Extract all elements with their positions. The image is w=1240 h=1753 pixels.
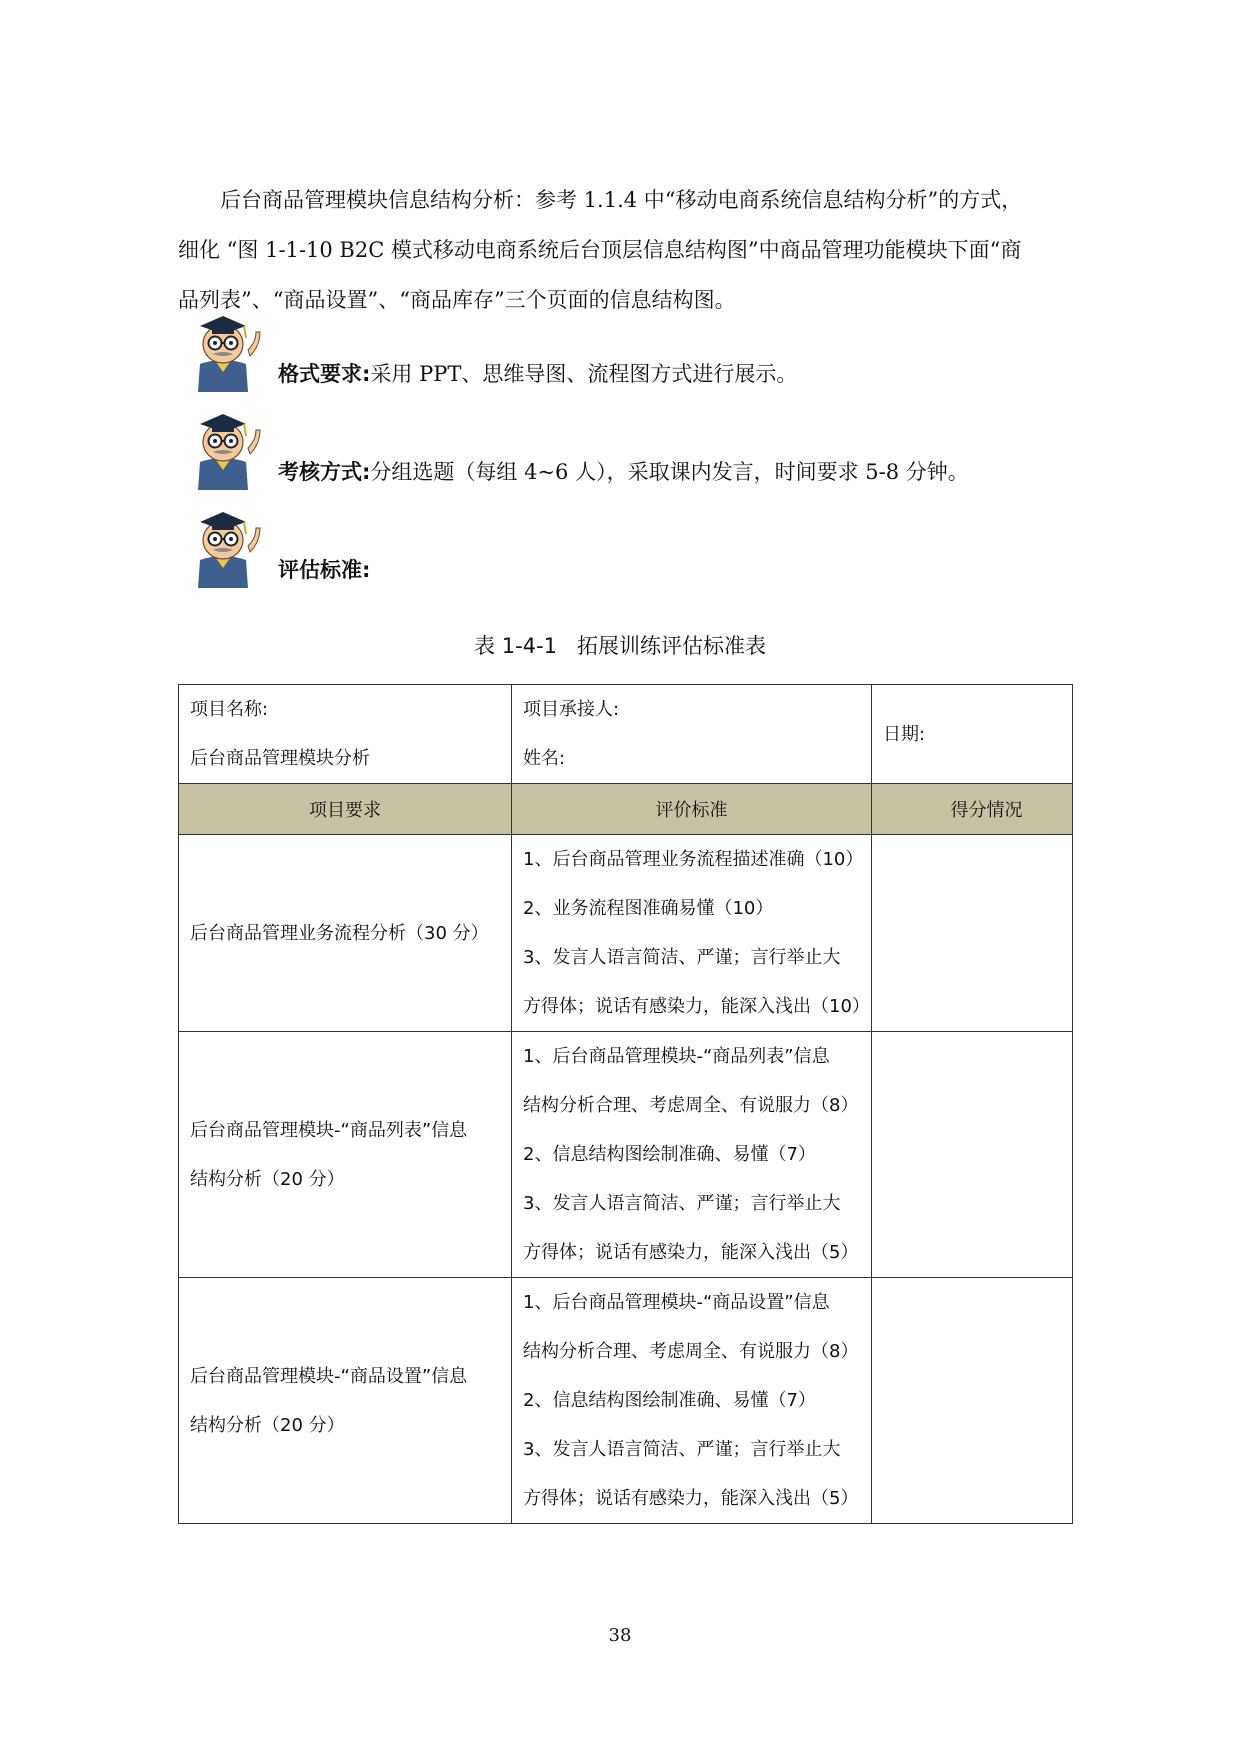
criteria-cell [512,1032,872,1278]
undertaker-label: 项目承接人: [523,699,620,720]
score-cell[interactable] [872,1032,1073,1278]
professor-mascot-icon [180,306,266,392]
criteria-line: 3、发言人语言简洁、严谨；言行举止大 [523,1193,841,1214]
requirement-line: 结构分析（20 分） [190,1168,345,1190]
table-row [179,835,1073,1032]
format-requirement-text: 采用 PPT、思维导图、流程图方式进行展示。 [370,362,798,386]
table-row [179,1278,1073,1524]
criteria-line: 方得体；说话有感染力，能深入浅出（5） [523,1242,859,1263]
criteria-line: 结构分析合理、考虑周全、有说服力（8） [523,1341,859,1362]
evaluation-standard [178,502,1078,592]
table-caption-number: 表 1-4-1 [474,634,557,658]
evaluation-standard-label: 评估标准: [278,558,371,582]
requirement-cell [179,1278,512,1524]
requirement-cell [179,1032,512,1278]
criteria-cell [512,1278,872,1524]
table-caption-title: 拓展训练评估标准表 [576,634,766,658]
page-number: 38 [608,1625,632,1646]
criteria-line: 1、后台商品管理模块-“商品列表”信息 [523,1046,830,1067]
date-label: 日期: [883,723,926,745]
criteria-line: 结构分析合理、考虑周全、有说服力（8） [523,1095,859,1116]
criteria-line: 方得体；说话有感染力，能深入浅出（10） [523,996,870,1017]
criteria-line: 2、信息结构图绘制准确、易懂（7） [523,1144,816,1165]
criteria-line: 1、后台商品管理模块-“商品设置”信息 [523,1292,830,1313]
table-info-row [179,685,1073,784]
assessment-method-label: 考核方式: [278,460,371,484]
format-requirement-label: 格式要求: [278,362,371,386]
professor-mascot-icon [180,502,266,588]
table-row [179,1032,1073,1278]
table-caption [0,630,1240,660]
intro-line-1: 后台商品管理模块信息结构分析：参考 1.1.4 中“移动电商系统信息结构分析”的方式， [220,188,1023,212]
assessment-method [178,404,1078,494]
requirement-line: 结构分析（20 分） [190,1414,345,1436]
undertaker-cell [512,685,872,784]
criteria-line: 3、发言人语言简洁、严谨；言行举止大 [523,1439,841,1460]
header-score: 得分情况 [872,784,1073,835]
project-name-cell [179,685,512,784]
criteria-line: 方得体；说话有感染力，能深入浅出（5） [523,1488,859,1509]
criteria-line: 3、发言人语言简洁、严谨；言行举止大 [523,947,841,968]
name-label: 姓名: [523,748,566,769]
table-header-row [179,784,1073,835]
intro-line-2: 细化 “图 1-1-10 B2C 模式移动电商系统后台顶层信息结构图”中商品管理功能模块下面“商 [178,238,1022,262]
requirement-cell [179,835,512,1032]
criteria-line: 1、后台商品管理业务流程描述准确（10） [523,849,864,870]
date-cell [872,685,1073,784]
project-name-value: 后台商品管理模块分析 [190,748,370,769]
project-name-label: 项目名称: [190,699,269,720]
professor-mascot-icon [180,404,266,490]
assessment-method-text: 分组选题（每组 4~6 人），采取课内发言，时间要求 5-8 分钟。 [370,460,969,484]
requirement-line: 后台商品管理模块-“商品列表”信息 [190,1119,468,1141]
format-requirement [178,306,1078,396]
criteria-line: 2、业务流程图准确易懂（10） [523,898,774,919]
evaluation-table [178,684,1073,1524]
score-cell[interactable] [872,835,1073,1032]
intro-paragraph [178,175,1073,325]
score-cell[interactable] [872,1278,1073,1524]
header-requirement: 项目要求 [179,784,512,835]
requirement-line: 后台商品管理业务流程分析（30 分） [190,922,489,944]
criteria-cell [512,835,872,1032]
criteria-line: 2、信息结构图绘制准确、易懂（7） [523,1390,816,1411]
header-criteria: 评价标准 [512,784,872,835]
intro-line-3: 品列表”、“商品设置”、“商品库存”三个页面的信息结构图。 [178,288,736,312]
requirement-line: 后台商品管理模块-“商品设置”信息 [190,1365,468,1387]
